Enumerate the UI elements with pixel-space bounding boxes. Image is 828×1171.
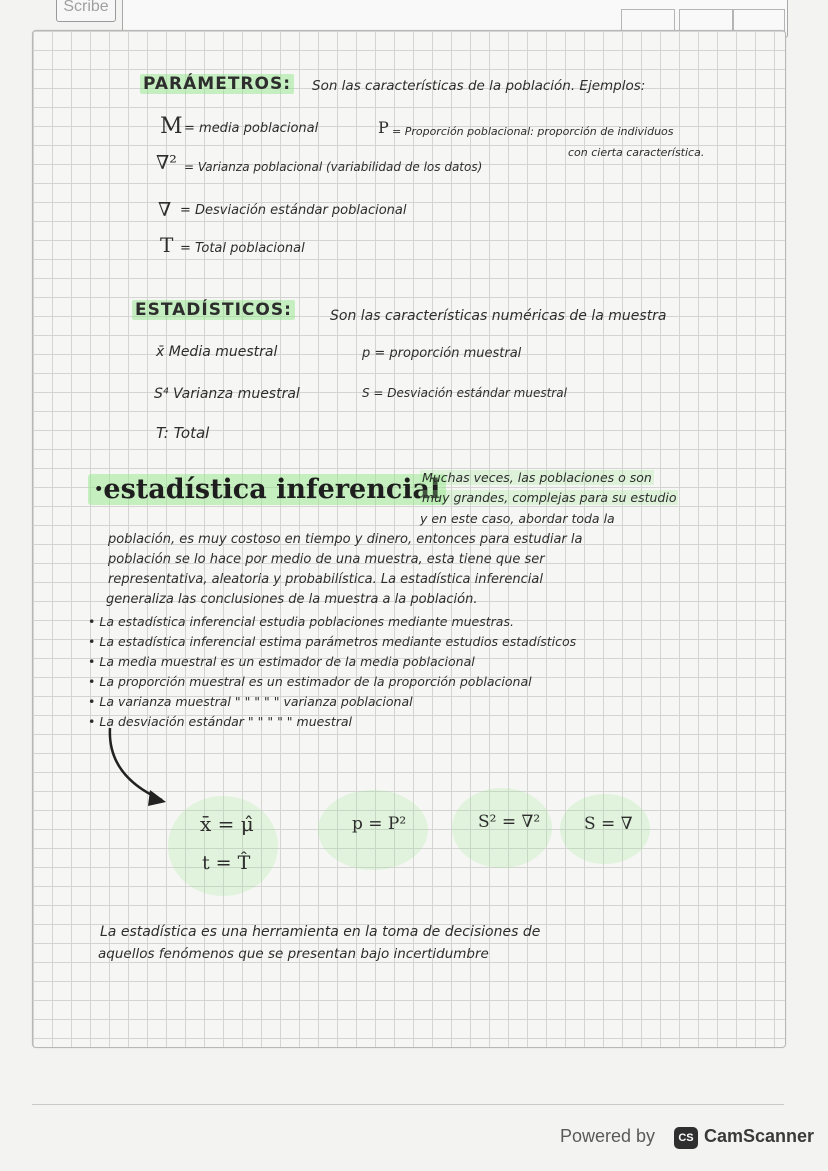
- inferencial-paragraph-3: representativa, aleatoria y probabilística. La estadística inferencial: [108, 572, 543, 587]
- variance-symbol: ∇²: [156, 152, 177, 174]
- inferencial-side-1: Muchas veces, las poblaciones o son: [422, 470, 652, 485]
- inferencial-bullet: • La media muestral es un estimador de la media poblacional: [88, 654, 475, 669]
- inferencial-side-3: y en este caso, abordar toda la: [420, 511, 615, 526]
- parametros-title: PARÁMETROS:: [140, 74, 294, 94]
- variance-definition: = Varianza poblacional (variabilidad de los datos): [184, 160, 483, 174]
- total-symbol: T: [160, 233, 174, 257]
- inferencial-bullet: • La estadística inferencial estima parámetros mediante estudios estadísticos: [88, 634, 577, 649]
- stddev-symbol: ∇: [158, 199, 172, 221]
- p-definition: = Proporción poblacional: proporción de individuos: [392, 125, 674, 138]
- s-definition: S = Desviación estándar muestral: [362, 386, 567, 400]
- xbar-definition: x̄ Media muestral: [156, 344, 278, 360]
- scribe-logo: Scribe: [56, 0, 116, 22]
- inferencial-bullet: • La estadística inferencial estudia poblaciones mediante muestras.: [88, 614, 514, 629]
- parametros-intro: Son las características de la población. Ejemplos:: [312, 78, 646, 94]
- inferencial-paragraph-4: generaliza las conclusiones de la muestra a la población.: [106, 592, 478, 607]
- formula-total: t = T̂: [202, 852, 251, 874]
- stddev-definition: = Desviación estándar poblacional: [180, 203, 407, 218]
- footer-divider: [32, 1104, 784, 1105]
- conclusion-line-2: aquellos fenómenos que se presentan bajo incertidumbre: [98, 946, 489, 962]
- powered-by-label: Powered by: [560, 1126, 656, 1146]
- t-definition: T: Total: [156, 424, 210, 442]
- camscanner-logo-icon: CS: [674, 1127, 698, 1149]
- inferencial-paragraph-1: población, es muy costoso en tiempo y dinero, entonces para estudiar la: [108, 532, 583, 547]
- highlight-blob: [168, 796, 278, 896]
- formula-mean: x̄ = μ̂: [200, 812, 254, 836]
- inferencial-paragraph-2: población se lo hace por medio de una muestra, esta tiene que ser: [108, 552, 545, 567]
- p-definition-cont: con cierta característica.: [568, 146, 705, 159]
- inferencial-title: ·estadística inferencial: [88, 474, 446, 505]
- inferencial-side-2: muy grandes, complejas para su estudio: [422, 490, 677, 505]
- camscanner-brand: CamScanner: [704, 1126, 815, 1146]
- formula-variance: S² = ∇²: [478, 812, 541, 832]
- p-symbol: P: [378, 118, 389, 137]
- estadisticos-title: ESTADÍSTICOS:: [132, 300, 295, 320]
- inferencial-bullet: • La desviación estándar " " " " " muestral: [88, 714, 352, 729]
- p-sample-definition: p = proporción muestral: [362, 346, 522, 361]
- conclusion-line-1: La estadística es una herramienta en la toma de decisiones de: [100, 924, 541, 940]
- estadisticos-intro: Son las características numéricas de la muestra: [330, 308, 667, 324]
- mu-definition: = media poblacional: [184, 121, 319, 136]
- formula-stddev: S = ∇: [584, 814, 633, 834]
- curved-arrow-icon: [100, 724, 180, 814]
- mu-symbol: M: [160, 114, 183, 139]
- s2-definition: S⁴ Varianza muestral: [154, 386, 300, 402]
- formula-proportion: p = P²: [352, 814, 407, 834]
- total-definition: = Total poblacional: [180, 241, 305, 256]
- inferencial-bullet: • La proporción muestral es un estimador de la proporción poblacional: [88, 674, 532, 689]
- inferencial-bullet: • La varianza muestral " " " " " varianza poblacional: [88, 694, 413, 709]
